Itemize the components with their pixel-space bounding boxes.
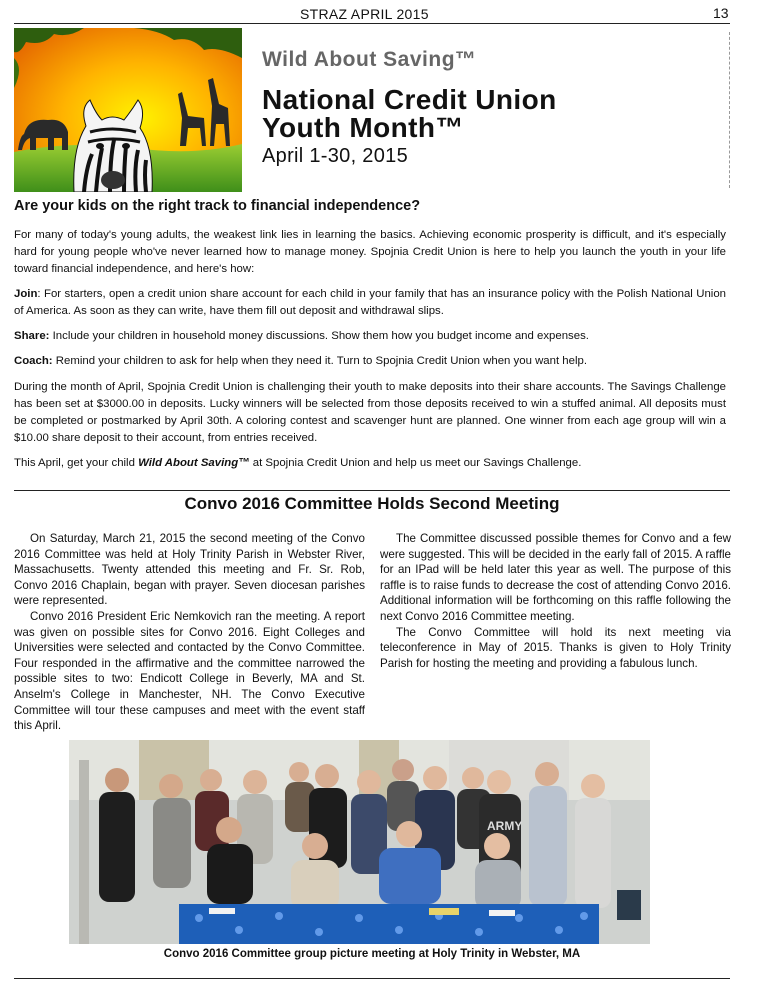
banner-headline bbox=[262, 86, 557, 142]
header-divider bbox=[14, 23, 730, 24]
banner-dashed-border bbox=[729, 32, 730, 188]
banner-dates: April 1-30, 2015 bbox=[262, 145, 409, 167]
convo-paragraph: The Committee discussed possible themes for Convo and a few were suggested. This will be decided in the early fall of 2015. A raffle for an IPad will be held later this year as well. The purpose of this raffle is to raise funds to decrease the cost of attending Convo 2016. Additional information will be forthcoming on this raffle following the next Convo 2016 Committee meeting. bbox=[380, 532, 731, 623]
committee-group-photo bbox=[69, 740, 650, 944]
closing-brand: Wild About Saving™ bbox=[138, 457, 250, 469]
youth-month-banner bbox=[14, 28, 730, 192]
share-paragraph bbox=[14, 328, 726, 345]
intro-paragraph: For many of today's young adults, the weakest link lies in learning the basics. Achieving economic prosperity is difficult, and it's especially hard for young people who've never learned how to manage money. Spojnia Credit Union is here to help you launch the youth in your life toward financial independence, and here's how: bbox=[14, 229, 726, 275]
savings-challenge-paragraph: During the month of April, Spojnia Credit Union is challenging their youth to make deposits into their share accounts. The Savings Challenge has been set at $3000.00 in deposits. Lucky winners will be selected from those deposits received to win a stuffed animal. All deposits must be completed or postmarked by April 30th. A coloring contest and scavenger hunt are planned. One winner from each age group will win a $10.00 share deposit to their account, from entries received. bbox=[14, 381, 726, 444]
article-heading: Are your kids on the right track to financial independence? bbox=[14, 198, 421, 214]
coach-label: Coach: bbox=[14, 355, 53, 367]
join-label: Join bbox=[14, 288, 38, 300]
photo-caption: Convo 2016 Committee group picture meeting at Holy Trinity in Webster, MA bbox=[163, 948, 581, 960]
bottom-divider bbox=[14, 978, 730, 979]
convo-paragraph: On Saturday, March 21, 2015 the second meeting of the Convo 2016 Committee was held at Holy Trinity Parish in Webster River, Massachusetts. Twenty attended this meeting and Fr. Sr. Rob, Convo 2016 Chaplain, began with prayer. Seven diocesan parishes were represented. bbox=[14, 532, 365, 608]
newsletter-header-title: STRAZ APRIL 2015 bbox=[300, 6, 429, 22]
closing-text-post: at Spojnia Credit Union and help us meet our Savings Challenge. bbox=[249, 457, 582, 469]
share-text: Include your children in household money discussions. Show them how you budget income and expenses. bbox=[49, 330, 589, 342]
convo-article-title: Convo 2016 Committee Holds Second Meeting bbox=[184, 494, 560, 513]
share-label: Share: bbox=[14, 330, 50, 342]
join-text: : For starters, open a credit union share account for each child in your family that has an insurance policy with the Polish National Union of America. As soon as they can write, have them fill out deposit and withdrawal slips. bbox=[14, 288, 726, 317]
section-divider bbox=[14, 490, 730, 491]
convo-right-column bbox=[380, 531, 731, 671]
page-number: 13 bbox=[713, 5, 729, 21]
headline-line-1: National Credit Union bbox=[262, 84, 557, 115]
safari-zebra-illustration bbox=[14, 28, 242, 192]
join-paragraph bbox=[14, 286, 726, 320]
convo-paragraph: Convo 2016 President Eric Nemkovich ran the meeting. A report was given on possible sites for Convo 2016. Eight Colleges and Universities were selected and contacted by the Convo Committee. Four responded in the affirmative and the committee narrowed the possible sites to two: Endicott College in Beverly, MA and St. Anselm's College in Manchester, NH. The Convo Executive Committee will tour these campuses and meet with the event staff this April. bbox=[14, 609, 365, 733]
coach-paragraph bbox=[14, 353, 726, 370]
wild-about-saving-brand: Wild About Saving™ bbox=[262, 48, 477, 71]
coach-text: Remind your children to ask for help when they need it. Turn to Spojnia Credit Union when you want help. bbox=[52, 355, 588, 367]
headline-line-2: Youth Month™ bbox=[262, 112, 464, 143]
group-photo-illustration bbox=[69, 740, 650, 944]
army-shirt-text: ARMY bbox=[487, 819, 523, 833]
closing-text-pre: This April, get your child bbox=[14, 457, 139, 469]
closing-paragraph bbox=[14, 455, 726, 472]
convo-paragraph: The Convo Committee will hold its next meeting via teleconference in May of 2015. Thanks is given to Holy Trinity Parish for hosting the meeting and providing a fabulous lunch. bbox=[380, 625, 731, 670]
convo-left-column bbox=[14, 531, 365, 734]
